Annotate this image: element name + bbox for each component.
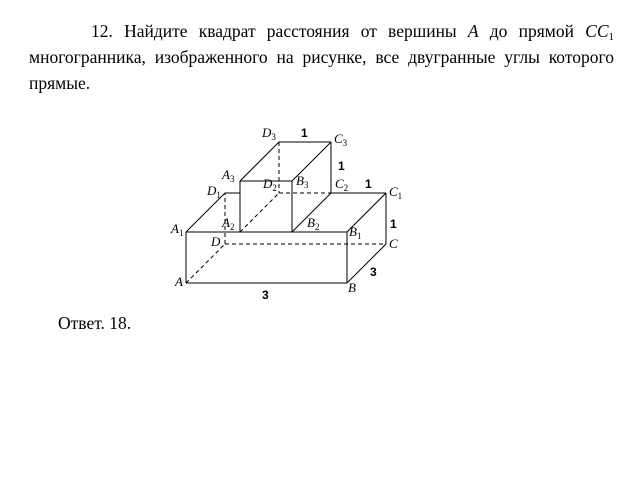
line-cc-label: CC: [585, 21, 609, 41]
problem-text-middle: до прямой: [489, 21, 574, 41]
label-a1: $A_1$: [171, 221, 184, 238]
edge-a2-d2: [240, 193, 279, 232]
edge-a-d: [186, 244, 225, 283]
label-a3: $A_3$: [222, 167, 235, 184]
dim-c2-c1: 1: [365, 177, 372, 191]
label-d1: $D_1$: [207, 183, 221, 200]
line-cc-subscript: 1: [608, 31, 615, 43]
dim-b-c: 3: [370, 265, 377, 279]
vertex-labels: [170, 125, 402, 295]
problem-text-before: Найдите квадрат расстояния от вершины: [124, 21, 457, 41]
label-a: A: [175, 274, 183, 289]
problem-number: 12.: [91, 21, 113, 41]
dim-c1-c: 1: [390, 217, 397, 231]
label-d3: $D_3$: [262, 125, 276, 142]
edge-b-c: [347, 244, 386, 283]
answer-text: Ответ. 18.: [58, 313, 132, 333]
label-b: B: [348, 280, 356, 295]
vertex-a-label: A: [467, 21, 479, 41]
dimension-labels: [262, 126, 397, 302]
label-a2: $A_2$: [222, 215, 235, 232]
label-d: D: [211, 234, 221, 249]
label-b3: $B_3$: [296, 173, 309, 190]
edge-a3-d3: [240, 142, 279, 181]
hidden-edges: [186, 142, 386, 283]
solid-edges: [186, 142, 386, 283]
label-c3: $C_3$: [334, 131, 348, 148]
label-b2: $B_2$: [307, 215, 320, 232]
label-b1: $B_1$: [349, 224, 362, 241]
label-d2: $D_2$: [263, 176, 277, 193]
dim-d3-c3: 1: [301, 126, 308, 140]
problem-text-after: многогранника, изображенного на рисунке, все двугранные углы которого прямые.: [29, 47, 614, 93]
dim-c3-c2: 1: [338, 159, 345, 173]
dim-a-b: 3: [262, 288, 269, 302]
label-c: C: [389, 236, 398, 251]
label-c1: $C_1$: [389, 184, 403, 201]
label-c2: $C_2$: [335, 176, 349, 193]
